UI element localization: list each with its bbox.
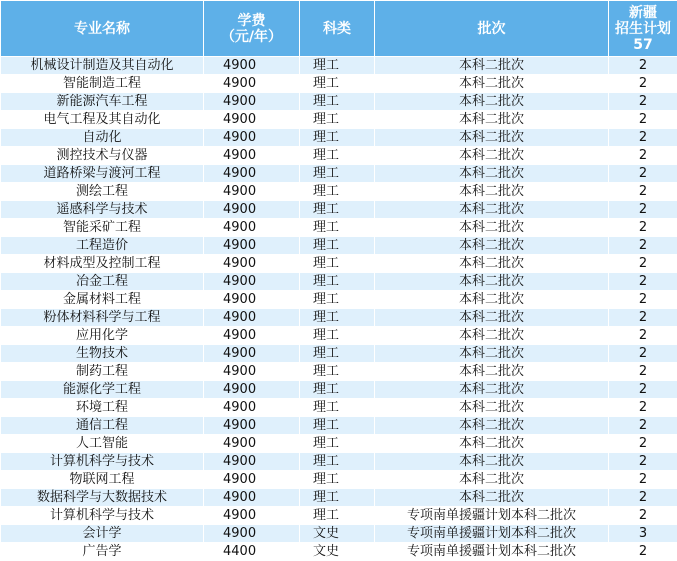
category-cell: 理工 xyxy=(300,93,375,111)
plan-cell: 2 xyxy=(609,129,677,147)
category-cell: 理工 xyxy=(300,111,375,129)
fee-cell: 4900 xyxy=(204,93,300,111)
major-cell: 物联网工程 xyxy=(1,471,204,489)
fee-cell: 4900 xyxy=(204,381,300,399)
category-cell: 理工 xyxy=(300,345,375,363)
plan-cell: 2 xyxy=(609,417,677,435)
fee-cell: 4900 xyxy=(204,399,300,417)
fee-cell: 4900 xyxy=(204,417,300,435)
major-cell: 测绘工程 xyxy=(1,183,204,201)
plan-cell: 2 xyxy=(609,147,677,165)
fee-cell: 4900 xyxy=(204,147,300,165)
table-row xyxy=(1,255,677,273)
fee-cell: 4900 xyxy=(204,507,300,525)
batch-cell: 本科二批次 xyxy=(375,129,609,147)
batch-cell: 本科二批次 xyxy=(375,111,609,129)
major-cell: 自动化 xyxy=(1,129,204,147)
category-cell: 理工 xyxy=(300,273,375,291)
fee-cell: 4900 xyxy=(204,129,300,147)
table-row xyxy=(1,183,677,201)
category-cell: 理工 xyxy=(300,435,375,453)
header-plan xyxy=(609,1,677,57)
category-cell: 理工 xyxy=(300,255,375,273)
major-cell: 应用化学 xyxy=(1,327,204,345)
category-cell: 理工 xyxy=(300,363,375,381)
plan-cell: 2 xyxy=(609,507,677,525)
batch-cell: 本科二批次 xyxy=(375,93,609,111)
fee-cell: 4900 xyxy=(204,255,300,273)
batch-cell: 专项南单援疆计划本科二批次 xyxy=(375,507,609,525)
category-cell: 理工 xyxy=(300,417,375,435)
major-cell: 计算机科学与技术 xyxy=(1,453,204,471)
batch-cell: 本科二批次 xyxy=(375,417,609,435)
batch-cell: 本科二批次 xyxy=(375,381,609,399)
header-fee xyxy=(204,1,300,57)
major-cell: 测控技术与仪器 xyxy=(1,147,204,165)
category-cell: 理工 xyxy=(300,75,375,93)
header-fee-line2: （元/年） xyxy=(204,29,299,45)
header-fee-line1: 学费 xyxy=(204,13,299,29)
fee-cell: 4900 xyxy=(204,237,300,255)
fee-cell: 4900 xyxy=(204,345,300,363)
plan-cell: 2 xyxy=(609,255,677,273)
table-body xyxy=(1,57,677,561)
fee-cell: 4900 xyxy=(204,273,300,291)
plan-cell: 2 xyxy=(609,381,677,399)
category-cell: 理工 xyxy=(300,453,375,471)
plan-cell: 2 xyxy=(609,291,677,309)
table-row xyxy=(1,381,677,399)
fee-cell: 4900 xyxy=(204,525,300,543)
batch-cell: 本科二批次 xyxy=(375,273,609,291)
fee-cell: 4900 xyxy=(204,111,300,129)
category-cell: 理工 xyxy=(300,165,375,183)
category-cell: 理工 xyxy=(300,201,375,219)
fee-cell: 4900 xyxy=(204,453,300,471)
batch-cell: 本科二批次 xyxy=(375,219,609,237)
header-major: 专业名称 xyxy=(1,1,204,57)
batch-cell: 本科二批次 xyxy=(375,75,609,93)
fee-cell: 4900 xyxy=(204,363,300,381)
category-cell: 理工 xyxy=(300,129,375,147)
batch-cell: 专项南单援疆计划本科二批次 xyxy=(375,525,609,543)
batch-cell: 本科二批次 xyxy=(375,399,609,417)
table-row xyxy=(1,291,677,309)
plan-cell: 2 xyxy=(609,273,677,291)
table-row xyxy=(1,57,677,75)
table-row xyxy=(1,363,677,381)
batch-cell: 本科二批次 xyxy=(375,165,609,183)
table-row xyxy=(1,93,677,111)
plan-cell: 2 xyxy=(609,165,677,183)
plan-cell: 2 xyxy=(609,543,677,561)
batch-cell: 本科二批次 xyxy=(375,291,609,309)
plan-cell: 2 xyxy=(609,93,677,111)
batch-cell: 本科二批次 xyxy=(375,453,609,471)
fee-cell: 4900 xyxy=(204,327,300,345)
plan-cell: 2 xyxy=(609,219,677,237)
fee-cell: 4900 xyxy=(204,309,300,327)
table-row xyxy=(1,507,677,525)
header-plan-line1: 新疆 xyxy=(609,5,677,21)
batch-cell: 本科二批次 xyxy=(375,201,609,219)
category-cell: 理工 xyxy=(300,237,375,255)
fee-cell: 4900 xyxy=(204,435,300,453)
fee-cell: 4900 xyxy=(204,57,300,75)
major-cell: 冶金工程 xyxy=(1,273,204,291)
table-row xyxy=(1,111,677,129)
major-cell: 遥感科学与技术 xyxy=(1,201,204,219)
category-cell: 理工 xyxy=(300,57,375,75)
major-cell: 材料成型及控制工程 xyxy=(1,255,204,273)
category-cell: 理工 xyxy=(300,399,375,417)
category-cell: 理工 xyxy=(300,489,375,507)
major-cell: 智能制造工程 xyxy=(1,75,204,93)
plan-cell: 2 xyxy=(609,345,677,363)
plan-cell: 2 xyxy=(609,327,677,345)
major-cell: 环境工程 xyxy=(1,399,204,417)
table-row xyxy=(1,453,677,471)
major-cell: 广告学 xyxy=(1,543,204,561)
batch-cell: 本科二批次 xyxy=(375,471,609,489)
plan-cell: 2 xyxy=(609,471,677,489)
batch-cell: 本科二批次 xyxy=(375,327,609,345)
category-cell: 文史 xyxy=(300,543,375,561)
category-cell: 文史 xyxy=(300,525,375,543)
batch-cell: 本科二批次 xyxy=(375,363,609,381)
fee-cell: 4400 xyxy=(204,543,300,561)
category-cell: 理工 xyxy=(300,183,375,201)
batch-cell: 专项南单援疆计划本科二批次 xyxy=(375,543,609,561)
table-header-row xyxy=(1,1,677,57)
header-category: 科类 xyxy=(300,1,375,57)
category-cell: 理工 xyxy=(300,507,375,525)
major-cell: 新能源汽车工程 xyxy=(1,93,204,111)
major-cell: 道路桥梁与渡河工程 xyxy=(1,165,204,183)
major-cell: 机械设计制造及其自动化 xyxy=(1,57,204,75)
table-row xyxy=(1,309,677,327)
table-row xyxy=(1,327,677,345)
plan-cell: 2 xyxy=(609,57,677,75)
table-row xyxy=(1,345,677,363)
table-row xyxy=(1,399,677,417)
fee-cell: 4900 xyxy=(204,75,300,93)
major-cell: 人工智能 xyxy=(1,435,204,453)
table-row xyxy=(1,237,677,255)
table-row xyxy=(1,165,677,183)
fee-cell: 4900 xyxy=(204,219,300,237)
batch-cell: 本科二批次 xyxy=(375,309,609,327)
table-row xyxy=(1,273,677,291)
category-cell: 理工 xyxy=(300,291,375,309)
table-row xyxy=(1,417,677,435)
plan-cell: 2 xyxy=(609,111,677,129)
plan-cell: 2 xyxy=(609,363,677,381)
major-cell: 制药工程 xyxy=(1,363,204,381)
table-row xyxy=(1,435,677,453)
header-plan-total: 57 xyxy=(609,37,677,53)
header-plan-line2: 招生计划 xyxy=(609,21,677,37)
batch-cell: 本科二批次 xyxy=(375,183,609,201)
category-cell: 理工 xyxy=(300,381,375,399)
major-cell: 生物技术 xyxy=(1,345,204,363)
major-cell: 计算机科学与技术 xyxy=(1,507,204,525)
table-row xyxy=(1,129,677,147)
plan-cell: 2 xyxy=(609,453,677,471)
batch-cell: 本科二批次 xyxy=(375,345,609,363)
batch-cell: 本科二批次 xyxy=(375,255,609,273)
plan-cell: 3 xyxy=(609,525,677,543)
fee-cell: 4900 xyxy=(204,165,300,183)
plan-cell: 2 xyxy=(609,183,677,201)
major-cell: 数据科学与大数据技术 xyxy=(1,489,204,507)
major-cell: 能源化学工程 xyxy=(1,381,204,399)
major-cell: 金属材料工程 xyxy=(1,291,204,309)
fee-cell: 4900 xyxy=(204,291,300,309)
major-cell: 会计学 xyxy=(1,525,204,543)
table-row xyxy=(1,219,677,237)
plan-cell: 2 xyxy=(609,489,677,507)
table-row xyxy=(1,489,677,507)
major-cell: 智能采矿工程 xyxy=(1,219,204,237)
fee-cell: 4900 xyxy=(204,489,300,507)
batch-cell: 本科二批次 xyxy=(375,489,609,507)
plan-cell: 2 xyxy=(609,201,677,219)
category-cell: 理工 xyxy=(300,219,375,237)
plan-cell: 2 xyxy=(609,75,677,93)
table-row xyxy=(1,75,677,93)
major-cell: 工程造价 xyxy=(1,237,204,255)
table-row xyxy=(1,147,677,165)
plan-cell: 2 xyxy=(609,435,677,453)
category-cell: 理工 xyxy=(300,471,375,489)
batch-cell: 本科二批次 xyxy=(375,57,609,75)
category-cell: 理工 xyxy=(300,327,375,345)
fee-cell: 4900 xyxy=(204,471,300,489)
plan-cell: 2 xyxy=(609,399,677,417)
fee-cell: 4900 xyxy=(204,183,300,201)
fee-cell: 4900 xyxy=(204,201,300,219)
batch-cell: 本科二批次 xyxy=(375,147,609,165)
table-row xyxy=(1,471,677,489)
plan-cell: 2 xyxy=(609,237,677,255)
batch-cell: 本科二批次 xyxy=(375,237,609,255)
major-cell: 粉体材料科学与工程 xyxy=(1,309,204,327)
header-batch: 批次 xyxy=(375,1,609,57)
major-cell: 电气工程及其自动化 xyxy=(1,111,204,129)
plan-cell: 2 xyxy=(609,309,677,327)
major-cell: 通信工程 xyxy=(1,417,204,435)
category-cell: 理工 xyxy=(300,309,375,327)
table-row xyxy=(1,201,677,219)
batch-cell: 本科二批次 xyxy=(375,435,609,453)
table-row xyxy=(1,543,677,561)
category-cell: 理工 xyxy=(300,147,375,165)
table-row xyxy=(1,525,677,543)
